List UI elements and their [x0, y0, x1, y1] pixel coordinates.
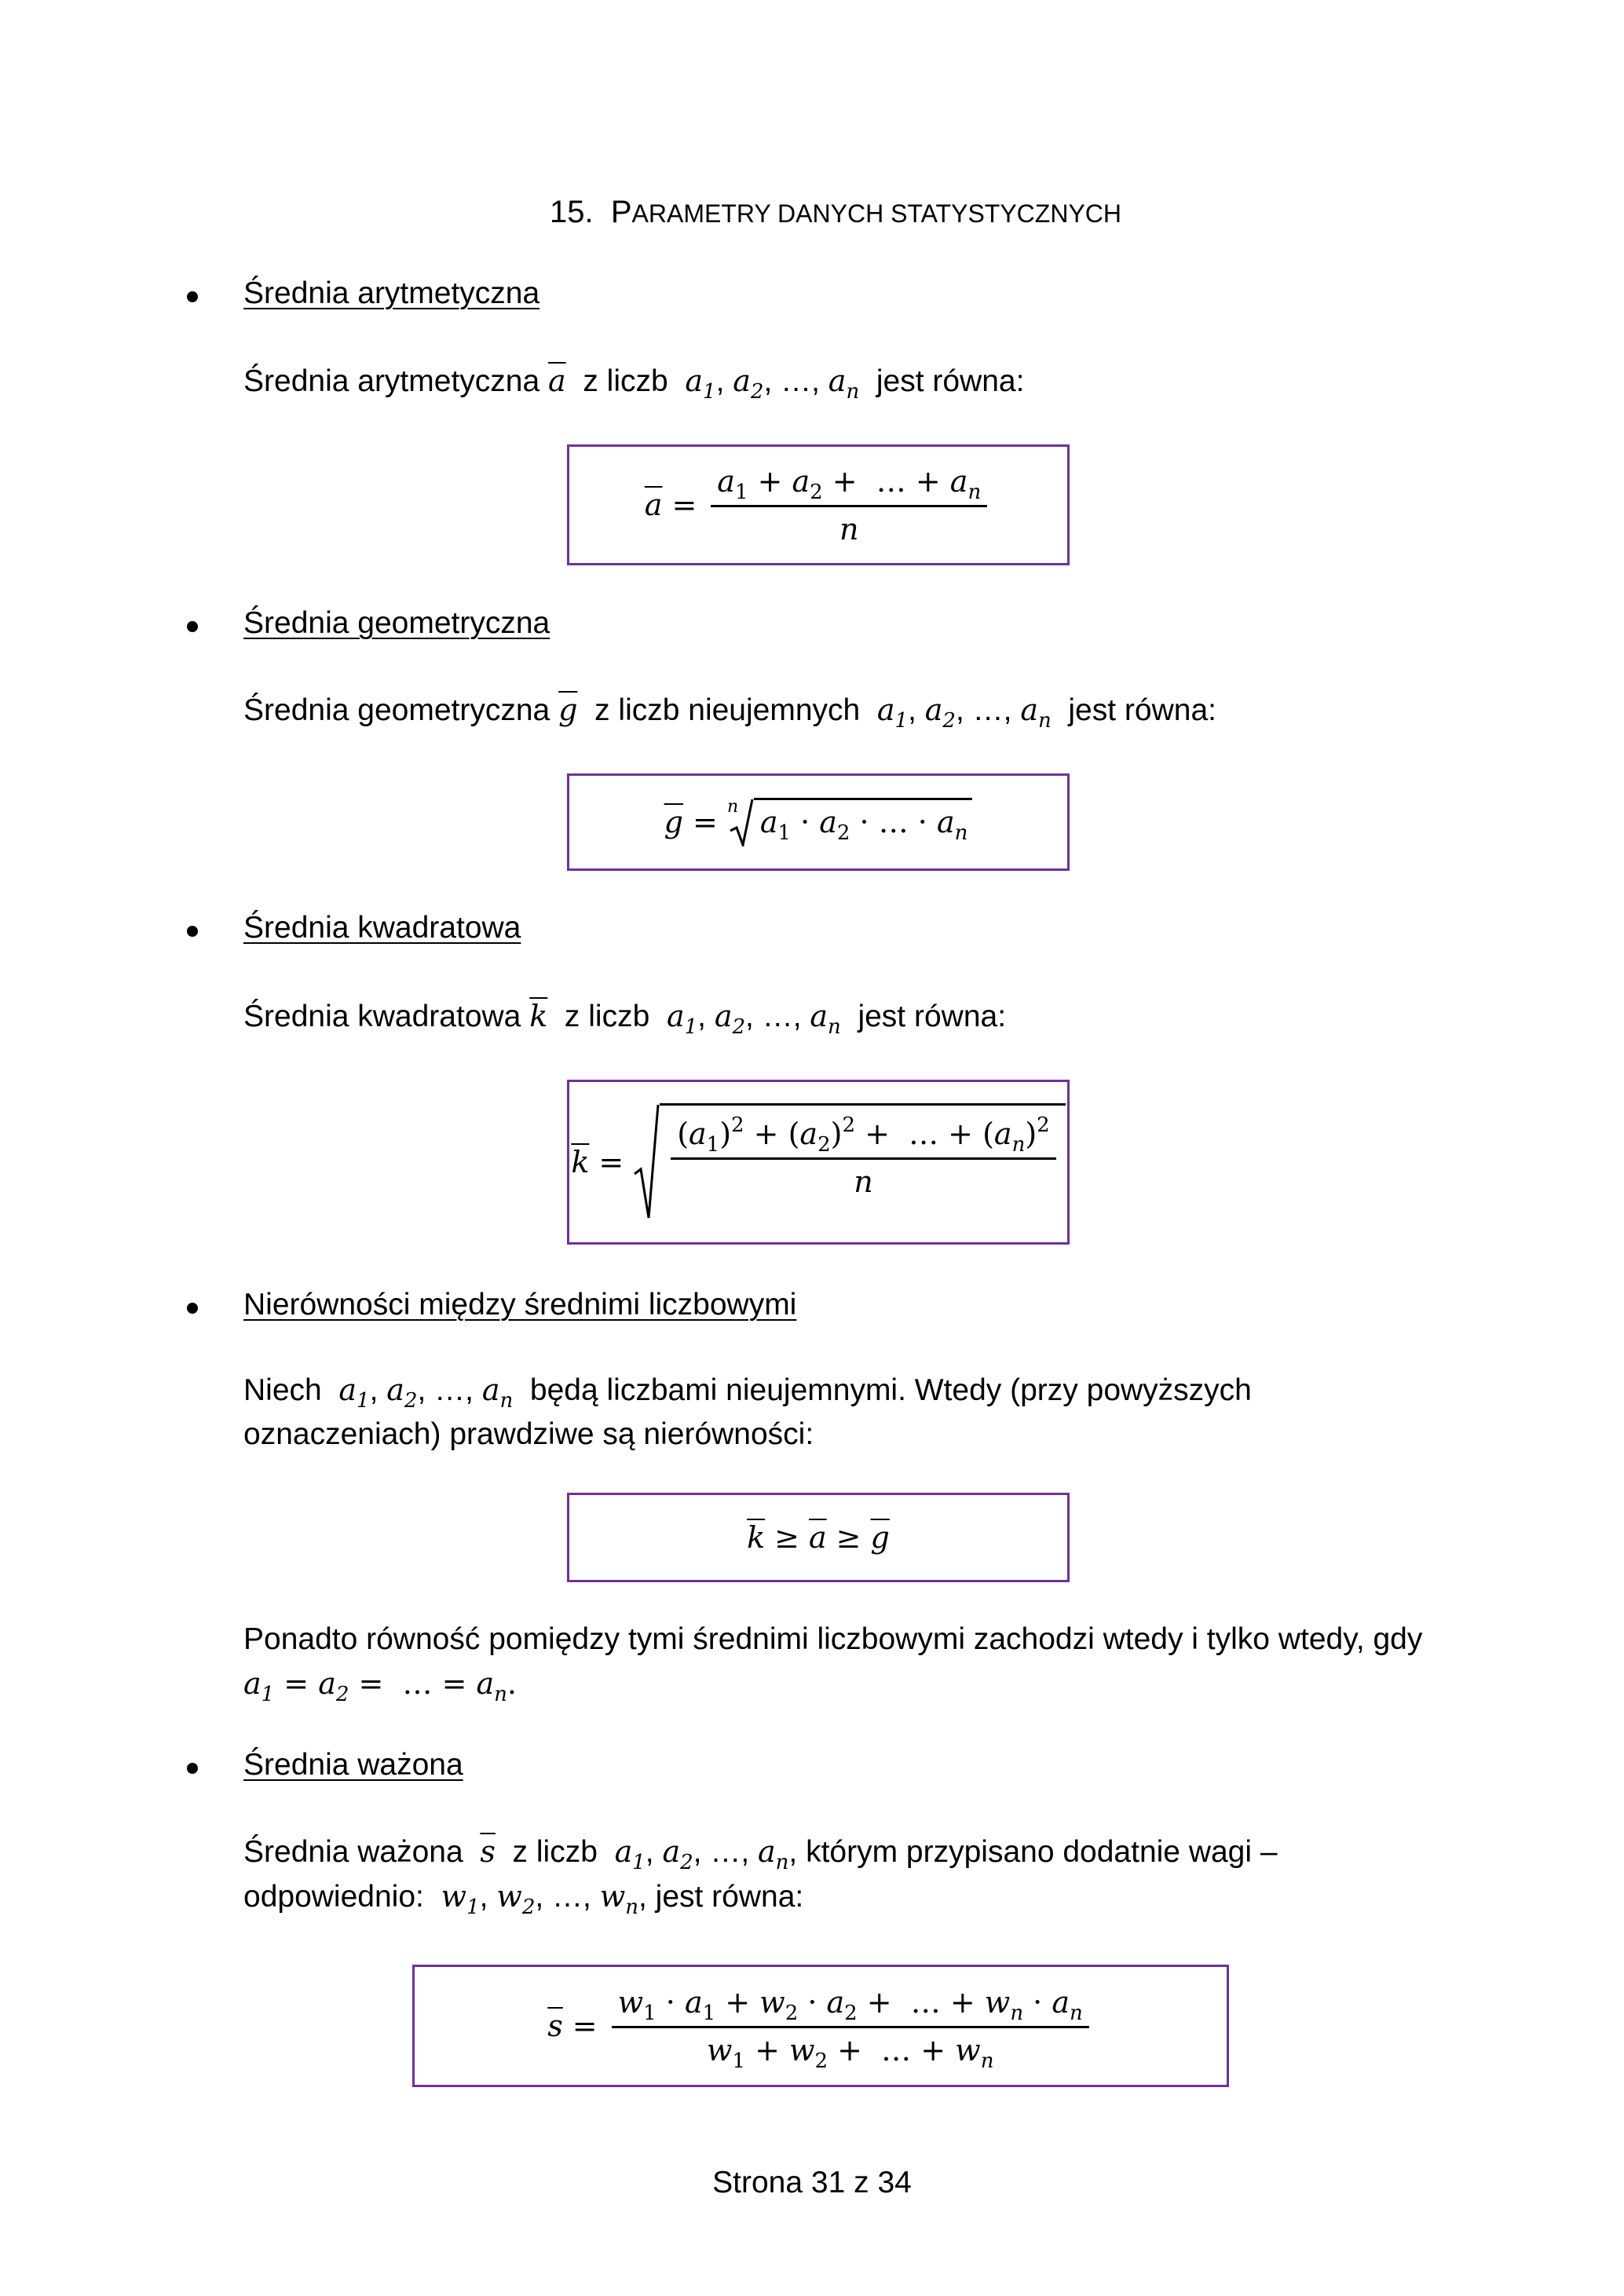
- formula-box-geometric: $\overline{g}$ = n $a_1 \cdot a_2$ · … · $a_n$: [567, 773, 1070, 871]
- heading-arithmetic: Średnia arytmetyczna: [243, 276, 540, 310]
- title-first-letter: P: [610, 195, 632, 229]
- square-root-icon: [633, 1103, 660, 1221]
- inequalities-text: Niech $a_1$, $a_2$, …, $a_n$ będą liczbami nieujemnymi. Wtedy (przy powyższych oznaczeniach) prawdziwe są nierówności:: [243, 1373, 1252, 1451]
- geometric-definition: Średnia geometryczna $\overline{g}$ z liczb nieujemnych $a_1$, $a_2$, …, $a_n$ jest równa:: [243, 693, 1216, 733]
- bullet-icon: [187, 291, 198, 302]
- equality-condition: Ponadto równość pomiędzy tymi średnimi liczbowymi zachodzi wtedy i tylko wtedy, gdy $a_1 = a_2$ = … = $a_n$.: [243, 1622, 1423, 1706]
- bullet-icon: [187, 621, 198, 632]
- page-number: Strona 31 z 34: [712, 2166, 912, 2199]
- svg-text:n: n: [726, 798, 738, 817]
- heading-inequalities: Nierówności między średnimi liczbowymi: [243, 1288, 797, 1322]
- bullet-icon: [187, 1303, 198, 1314]
- title-number: 15.: [549, 195, 594, 229]
- nth-root-icon: [727, 798, 754, 846]
- arithmetic-definition: Średnia arytmetyczna $\overline{a}$ z liczb $a_1$, $a_2$, …, $a_n$ jest równa:: [243, 364, 1025, 404]
- bullet-icon: [187, 1763, 198, 1774]
- bullet-icon: [187, 926, 198, 937]
- formula-box-inequality: $\overline{k}$ ≥ $\overline{a}$ ≥ $\overline{g}$: [567, 1493, 1070, 1582]
- formula-box-arithmetic: $\overline{a}$ = $\frac{a_1 + a_2 + \dots + a_n}{n}$: [567, 444, 1070, 565]
- weighted-definition: Średnia ważona $\overline{s}$ z liczb $a_1$, $a_2$, …, $a_n$, którym przypisano dodatnie wagi – odpowiednio: $w_1$, $w_2$, …, $w_n$, jest równa:: [243, 1834, 1278, 1919]
- heading-geometric: Średnia geometryczna: [243, 606, 550, 640]
- formula-box-quadratic: $\overline{k}$ = $\frac{(a_1)^2 + (a_2)^2 + \dots + (a_n)^2}{n}$: [567, 1080, 1070, 1245]
- title-rest: ARAMETRY DANYCH STATYSTYCZNYCH: [631, 199, 1121, 228]
- formula-box-weighted: $\overline{s}$ = $\frac{w_1 \cdot a_1 + w_2 \cdot a_2 + \dots + w_n \cdot a_n}{w_1 + w_2 + \dots + w_n}$: [412, 1965, 1229, 2087]
- page-title: [0, 195, 1624, 230]
- heading-weighted: Średnia ważona: [243, 1748, 463, 1782]
- heading-quadratic: Średnia kwadratowa: [243, 911, 521, 945]
- quadratic-definition: Średnia kwadratowa $\overline{k}$ z liczb $a_1$, $a_2$, …, $a_n$ jest równa:: [243, 999, 1007, 1039]
